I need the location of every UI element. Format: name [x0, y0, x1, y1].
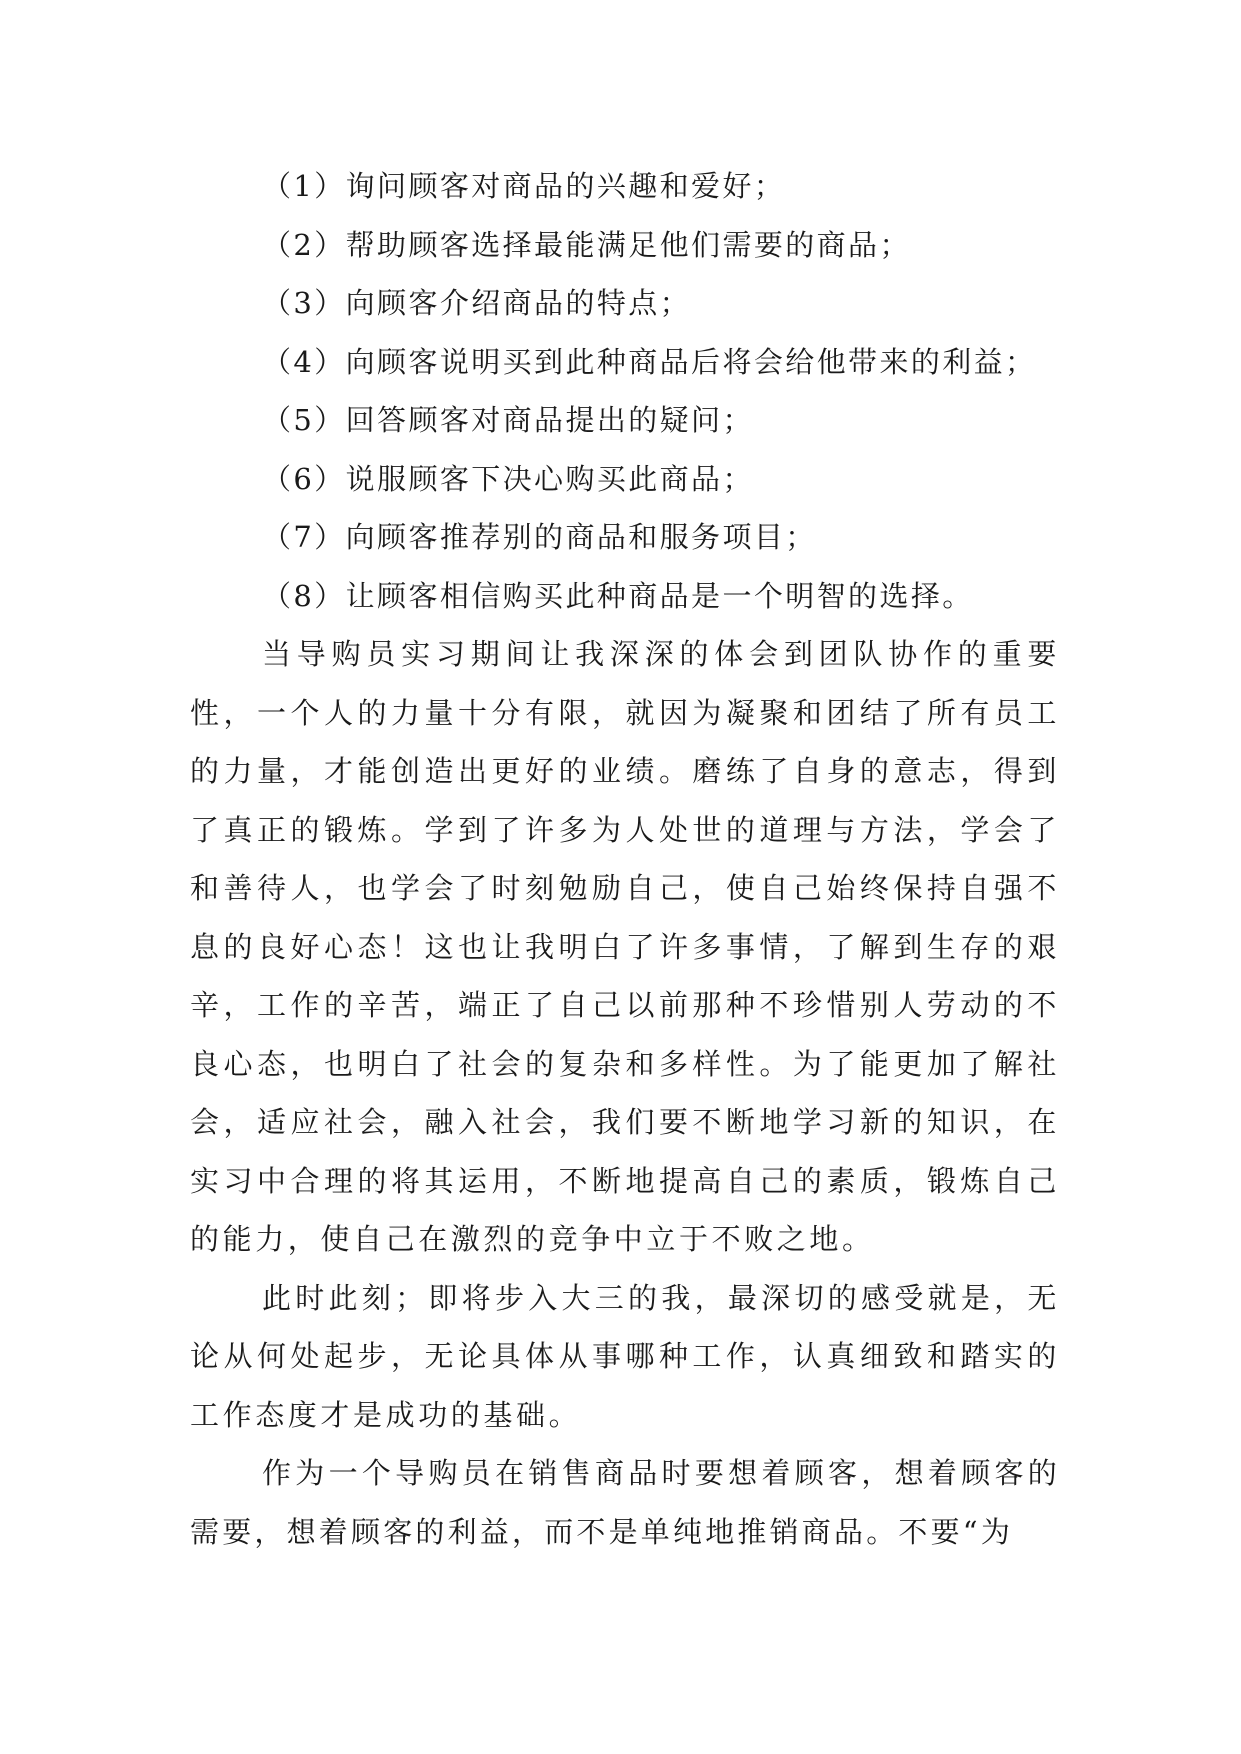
- paragraph-teamwork: 当导购员实习期间让我深深的体会到团队协作的重要性，一个人的力量十分有限，就因为凝聚和团结了所有员工的力量，才能创造出更好的业绩。磨练了自身的意志，得到了真正的锻炼。学到了许多为人处世的道理与方法，学会了和善待人，也学会了时刻勉励自己，使自己始终保持自强不息的良好心态！这也让我明白了许多事情，了解到生存的艰辛，工作的辛苦，端正了自己以前那种不珍惜别人劳动的不良心态，也明白了社会的复杂和多样性。为了能更加了解社会，适应社会，融入社会，我们要不断地学习新的知识，在实习中合理的将其运用，不断地提高自己的素质，锻炼自己的能力，使自己在激烈的竞争中立于不败之地。: [190, 637, 1060, 1256]
- list-item-2: （2）帮助顾客选择最能满足他们需要的商品；: [262, 227, 911, 262]
- list-item-7: （7）向顾客推荐别的商品和服务项目；: [262, 520, 817, 554]
- paragraph-feeling: 此时此刻；即将步入大三的我，最深切的感受就是，无论从何处起步，无论具体从事哪种工作，认真细致和踏实的工作态度才是成功的基础。: [190, 1280, 1060, 1432]
- paragraph-customer: 作为一个导购员在销售商品时要想着顾客，想着顾客的需要，想着顾客的利益，而不是单纯地推销商品。不要“为: [190, 1456, 1060, 1549]
- list-item-6: （6）说服顾客下决心购买此商品；: [262, 461, 754, 496]
- list-item-3: （3）向顾客介绍商品的特点；: [262, 286, 692, 320]
- list-item-1: （1）询问顾客对商品的兴趣和爱好；: [262, 169, 786, 203]
- list-item-4: （4）向顾客说明买到此种商品后将会给他带来的利益；: [262, 344, 1037, 379]
- document-body: [190, 157, 1060, 1561]
- list-item-5: （5）回答顾客对商品提出的疑问；: [262, 403, 754, 437]
- list-item-8: （8）让顾客相信购买此种商品是一个明智的选择。: [262, 578, 974, 613]
